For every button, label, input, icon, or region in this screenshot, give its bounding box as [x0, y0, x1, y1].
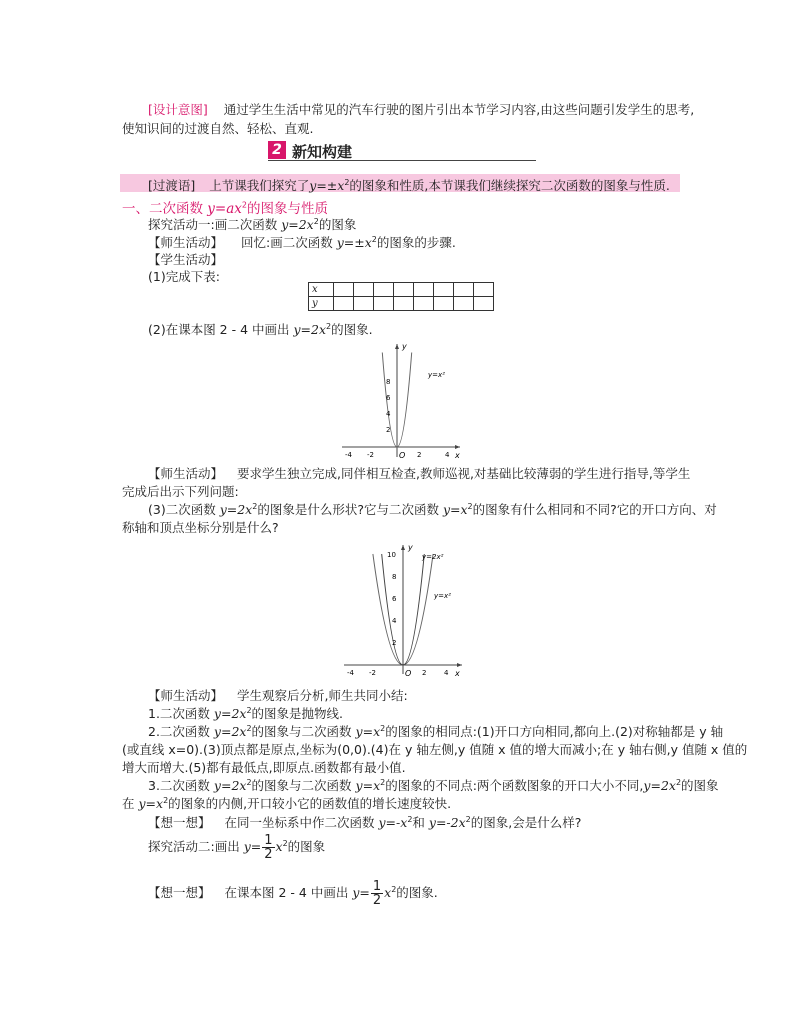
think-2: 【想一想】 在课本图 2 - 4 中画出 y= $\frac{1}{2}$ $x^2$的图象. [148, 879, 438, 908]
summary-1: 1.二次函数 $y=2x^2$的图象是抛物线. [148, 705, 344, 721]
step-1: (1)完成下表: [148, 269, 220, 284]
activity-2-line: 探究活动二:画出 y= $\frac{1}{2}$ $x^2$的图象 [148, 833, 326, 862]
x-axis-arrow [457, 663, 462, 667]
x-tick: 4 [445, 451, 450, 459]
teacher-activity-3: 【师生活动】 学生观察后分析,师生共同小结: [148, 688, 408, 703]
y-label: y [408, 543, 413, 552]
y-tick: 8 [386, 378, 391, 386]
curve-label-2x2: y=2x² [422, 553, 444, 561]
x-tick: 2 [417, 451, 422, 459]
summary-2-line-2: (或直线 x=0).(3)顶点都是原点,坐标为(0,0).(4)在 y 轴左侧,y 值随 x 值的增大而减小;在 y 轴右侧,y 值随 x 值的 [122, 742, 748, 757]
summary-2-line-3: 增大而增大.(5)都有最低点,即原点.函数都有最小值. [122, 760, 406, 775]
step-2: (2)在课本图 2 - 4 中画出 $y=2x^2$的图象. [148, 321, 373, 337]
y-tick: 2 [386, 426, 391, 434]
y-tick: 2 [392, 639, 397, 647]
row-label-x: x [309, 283, 334, 297]
teacher-activity-1: 【师生活动】 回忆:画二次函数 $y=\pm x^2$的图象的步骤. [148, 234, 456, 250]
section-title: 新知构建 [292, 143, 353, 161]
y-axis-arrow [395, 344, 399, 349]
teacher-activity-2: 【师生活动】 要求学生独立完成,同伴相互检查,教师巡视,对基础比较薄弱的学生进行指导,等学生 [148, 466, 691, 481]
x-tick: 2 [422, 669, 427, 677]
heading-quadratic-graph: 一、二次函数 $y=ax^2$的图象与性质 [122, 200, 328, 217]
y-tick: 6 [386, 394, 391, 402]
y-tick: 8 [392, 573, 397, 581]
design-intent-tag: [设计意图] [148, 102, 208, 117]
y-label: y [402, 342, 407, 351]
question-3-line-2: 称轴和顶点坐标分别是什么? [122, 520, 279, 535]
origin-label: O [399, 451, 406, 460]
table-row [309, 297, 494, 311]
summary-2-line-1: 2.二次函数 $y=2x^2$的图象与二次函数 $y=x^2$的图象的相同点:(1)开口方向相同,都向上.(2)对称轴都是 y 轴 [148, 723, 724, 739]
x-tick: -4 [347, 669, 354, 677]
value-table [308, 282, 494, 311]
student-activity-tag: 【学生活动】 [148, 252, 224, 267]
question-3-line-1: (3)二次函数 $y=2x^2$的图象是什么形状?它与二次函数 $y=x^2$的图象有什么相同和不同?它的开口方向、对 [148, 501, 717, 517]
x-tick: -2 [367, 451, 374, 459]
teacher-tag: 【师生活动】 [148, 235, 224, 250]
table-row [309, 283, 494, 297]
origin-label: O [405, 669, 412, 678]
summary-3-line-2: 在 $y=x^2$的图象的内侧,开口较小它的函数值的增长速度较快. [122, 795, 452, 811]
transition-line: [过渡语] 上节课我们探究了$y=\pm x^2$的图象和性质,本节课我们继续探究二次函数的图象与性质. [148, 177, 670, 193]
intro-text: 通过学生生活中常见的汽车行驶的图片引出本节学习内容,由这些问题引发学生的思考, [223, 102, 695, 117]
summary-3-line-1: 3.二次函数 $y=2x^2$的图象与二次函数 $y=x^2$的图象的不同点:两个函数图象的开口大小不同$,y=2x^2$的图象 [148, 777, 719, 793]
y-tick: 4 [392, 617, 397, 625]
transition-tag: [过渡语] [148, 178, 196, 193]
graph-y-x2 [336, 340, 466, 462]
x-tick: 4 [444, 669, 449, 677]
intro-line-1 [148, 100, 694, 118]
y-tick: 10 [387, 551, 396, 559]
think-1: 【想一想】 在同一坐标系中作二次函数 $y=-x^2$和 $y=-2x^2$的图象,会是什么样? [148, 814, 582, 830]
x-axis-arrow [455, 445, 460, 449]
intro-line-2: 使知识间的过渡自然、轻松、直观. [122, 121, 314, 136]
y-tick: 4 [386, 410, 391, 418]
section-number-badge: 2 [268, 141, 286, 159]
curve-label-x2: y=x² [434, 592, 451, 600]
x-label: x [455, 669, 460, 678]
teacher-activity-2-line-2: 完成后出示下列问题: [122, 484, 239, 499]
x-tick: -4 [345, 451, 352, 459]
section-underline [268, 160, 536, 161]
activity-1-line: 探究活动一:画二次函数 $y=2x^2$的图象 [148, 216, 357, 232]
y-tick: 6 [392, 595, 397, 603]
fraction-one-half: $\frac{1}{2}$ [264, 833, 273, 862]
x-label: x [455, 451, 460, 460]
x-tick: -2 [369, 669, 376, 677]
graph-y-2x2-and-x2 [338, 540, 468, 678]
y-axis-arrow [401, 545, 405, 550]
curve-label: y=x² [428, 371, 445, 379]
fraction-one-half: $\frac{1}{2}$ [372, 879, 382, 908]
row-label-y: y [309, 297, 334, 311]
